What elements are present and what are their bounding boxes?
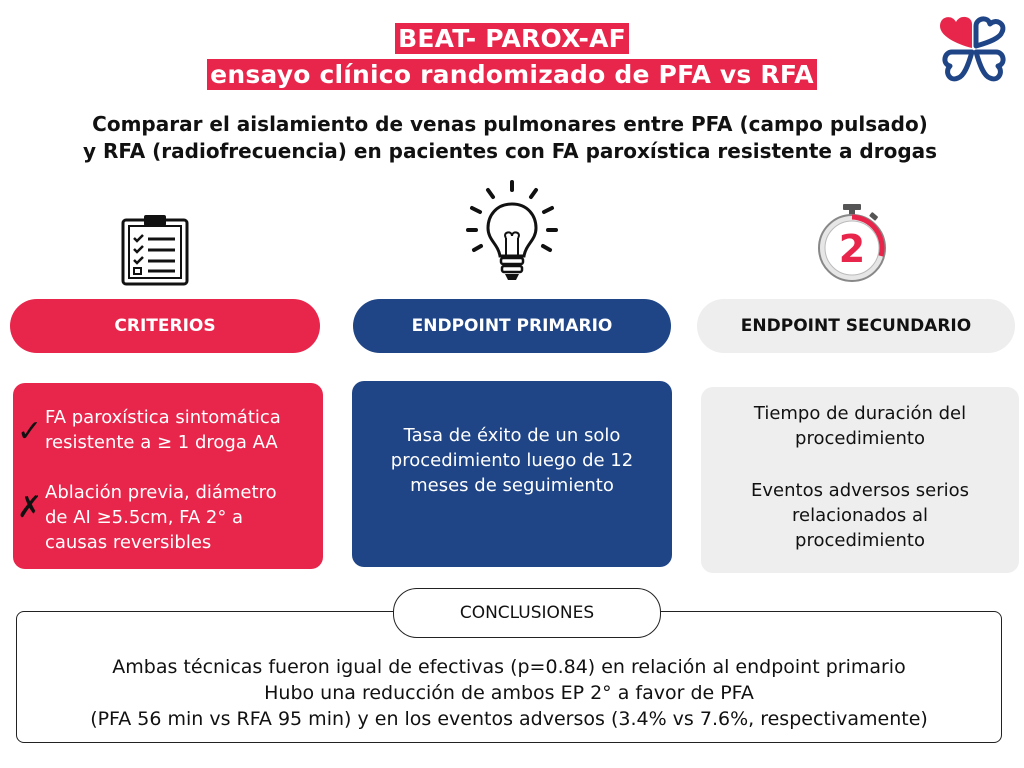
secondary-line: Eventos adversos serios [751, 480, 969, 501]
exclusion-criteria [45, 480, 325, 555]
secondary-line: procedimiento [795, 428, 925, 449]
primary-line: meses de seguimiento [410, 475, 614, 496]
inclusion-line: FA paroxística sintomática [45, 407, 281, 428]
study-objective [20, 111, 1000, 165]
primary-line: procedimiento luego de 12 [390, 450, 634, 471]
title-line-2 [0, 60, 1024, 89]
conclusion-line: Ambas técnicas fueron igual de efectivas (p=0.84) en relación al endpoint primario [112, 656, 906, 678]
stopwatch-2-icon [815, 202, 889, 284]
criterios-box [13, 383, 323, 569]
endpoint-secundario-pill: ENDPOINT SECUNDARIO [697, 299, 1015, 353]
endpoint-secundario-box [701, 387, 1019, 573]
inclusion-line: resistente a ≥ 1 droga AA [45, 432, 278, 453]
stopwatch-number: 2 [838, 227, 866, 271]
endpoint-primario-box [352, 381, 672, 567]
secondary-line: Tiempo de duración del [753, 403, 967, 424]
exclusion-line: Ablación previa, diámetro [45, 482, 277, 503]
conclusion-line: (PFA 56 min vs RFA 95 min) y en los eventos adversos (3.4% vs 7.6%, respectivamente) [90, 708, 928, 730]
lightbulb-icon [464, 180, 560, 290]
cross-icon: ✗ [17, 490, 43, 525]
exclusion-line: causas reversibles [45, 532, 212, 553]
secondary-endpoint-2 [701, 478, 1019, 553]
secondary-endpoint-1 [701, 401, 1019, 451]
conclusiones-pill: CONCLUSIONES [393, 588, 661, 638]
title-main: BEAT- PAROX-AF [395, 23, 629, 54]
endpoint-primario-pill: ENDPOINT PRIMARIO [353, 299, 671, 353]
objective-line-2: y RFA (radiofrecuencia) en pacientes con FA paroxística resistente a drogas [82, 139, 938, 163]
primary-line: Tasa de éxito de un solo [403, 425, 621, 446]
conclusiones-text [17, 654, 1001, 732]
secondary-line: procedimiento [795, 530, 925, 551]
checkmark-icon: ✓ [17, 414, 43, 449]
conclusion-line: Hubo una reducción de ambos EP 2° a favor de PFA [264, 682, 754, 704]
clipboard-checklist-icon [120, 214, 190, 286]
heart-clover-logo-icon [938, 14, 1010, 84]
inclusion-criteria [45, 405, 325, 455]
primary-endpoint-text [352, 423, 672, 498]
title-line-1 [0, 24, 1024, 53]
secondary-line: relacionados al [791, 505, 929, 526]
exclusion-line: de AI ≥5.5cm, FA 2° a [45, 507, 244, 528]
criterios-pill: CRITERIOS [10, 299, 320, 353]
objective-line-1: Comparar el aislamiento de venas pulmonares entre PFA (campo pulsado) [92, 112, 928, 136]
title-sub: ensayo clínico randomizado de PFA vs RFA [207, 59, 817, 90]
